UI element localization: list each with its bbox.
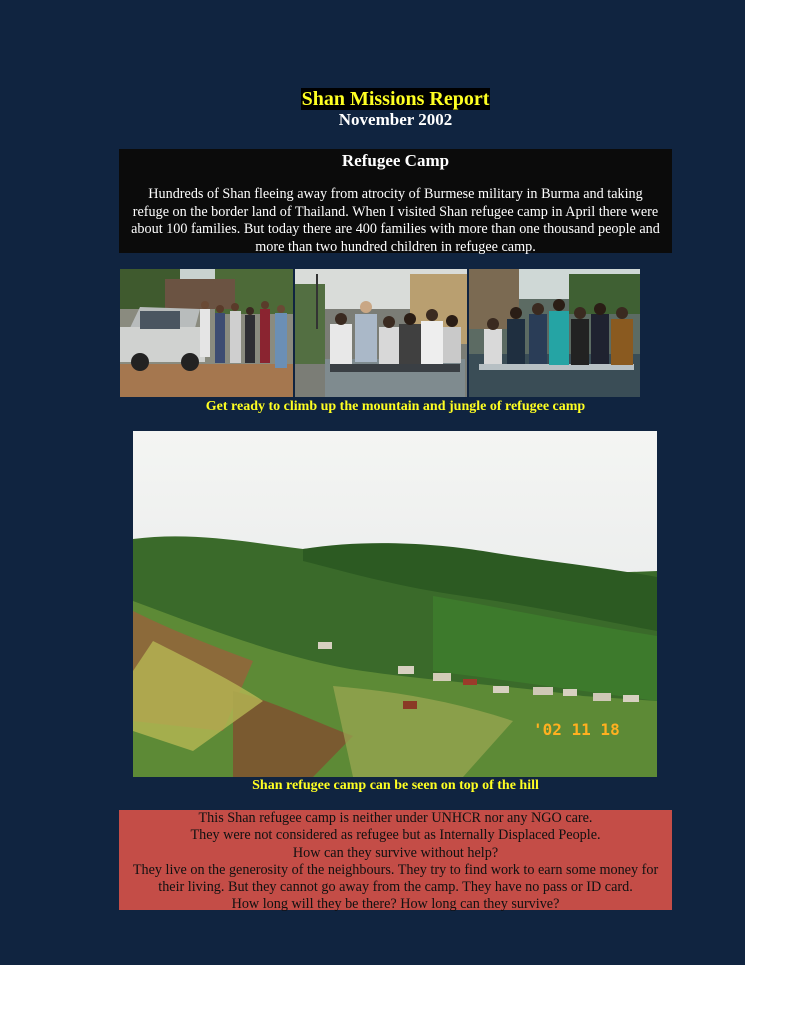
- intro-line: refuge on the border land of Thailand. When I visited Shan refugee camp in April there were: [132, 203, 659, 220]
- intro-line: more than two hundred children in refugee camp.: [255, 238, 536, 255]
- intro-line: Hundreds of Shan fleeing away from atrocity of Burmese military in Burma and taking: [148, 186, 643, 202]
- photo-seated-group: [295, 269, 467, 397]
- intro-line: about 100 families. But today there are 400 families with more than one thousand people and: [131, 221, 660, 238]
- section-heading: Refugee Camp: [341, 151, 450, 170]
- landscape-photo: [133, 431, 657, 777]
- notice-line: They were not considered as refugee but as Internally Displaced People.: [190, 827, 601, 844]
- photo-strip: [120, 269, 640, 397]
- notice-line: How can they survive without help?: [292, 844, 499, 861]
- report-date: November 2002: [338, 110, 453, 129]
- title-block: [0, 88, 791, 110]
- intro-box: [119, 149, 672, 253]
- report-title: Shan Missions Report: [301, 88, 490, 110]
- landscape-caption: Shan refugee camp can be seen on top of the hill: [252, 778, 539, 793]
- notice-line: This Shan refugee camp is neither under UNHCR nor any NGO care.: [198, 810, 593, 826]
- photo-date-stamp: '02 11 18: [533, 720, 620, 739]
- notice-box: [119, 810, 672, 913]
- intro-text: [119, 186, 672, 256]
- photo-caption: Get ready to climb up the mountain and jungle of refugee camp: [205, 399, 586, 414]
- notice-line: their living. But they cannot go away from the camp. They have no pass or ID card.: [158, 879, 633, 896]
- notice-line: How long will they be there? How long can they survive?: [231, 896, 560, 913]
- notice-line: They live on the generosity of the neighbours. They try to find work to earn some money for: [132, 861, 659, 878]
- photo-truck-group: [120, 269, 293, 397]
- photo-truck-bed-group: [469, 269, 640, 397]
